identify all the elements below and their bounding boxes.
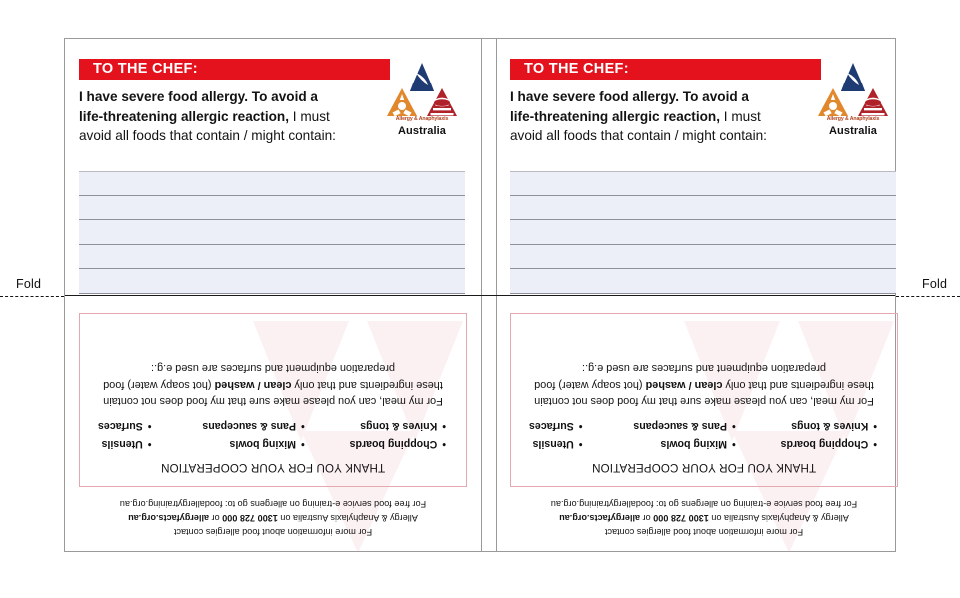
contact-line-2-prefix-1: Allergy & Anaphylaxis Australia on <box>277 512 418 523</box>
contact-line-2-prefix-2: Allergy & Anaphylaxis Australia on <box>708 512 849 523</box>
fold-label-left: Fold <box>16 277 42 291</box>
meal-request-bold-2: clean / washed <box>645 378 723 391</box>
chef-card-column-2 <box>496 39 912 551</box>
fold-marker-left <box>0 277 64 313</box>
meal-request-bold-1: clean / washed <box>214 378 292 391</box>
contact-phone-1: 1300 728 000 <box>222 512 278 523</box>
to-the-chef-banner-2 <box>510 59 821 80</box>
equipment-item: • Pans & saucepans <box>202 420 304 432</box>
chef-card-column-1 <box>65 39 481 551</box>
chef-card-header-1 <box>79 59 463 151</box>
equipment-item: • Mixing bowls <box>202 438 304 450</box>
allergy-anaphylaxis-australia-logo-1 <box>383 61 461 147</box>
contact-line-3-1: For free food service e-training on allergens go to: foodallergytraining.org.au <box>119 498 427 509</box>
equipment-column-2-1 <box>202 420 304 450</box>
writing-line[interactable] <box>79 196 465 221</box>
writing-line[interactable] <box>510 171 896 196</box>
thank-you-title-1: THANK YOU FOR YOUR COOPERATION <box>160 461 386 474</box>
equipment-item: • Surfaces <box>98 420 151 432</box>
meal-request-part1-2: For my meal, can you please make sure that my food does not contain these ingredients and that only <box>534 378 874 407</box>
writing-line[interactable] <box>510 196 896 221</box>
equipment-list-1 <box>92 420 454 450</box>
allergy-statement-2 <box>510 87 828 146</box>
logo-triangles-icon-1 <box>383 61 461 121</box>
logo-triangles-icon-2 <box>814 61 892 121</box>
contact-website-2[interactable]: allergyfacts.org.au <box>559 512 641 523</box>
chef-card-front-2 <box>496 39 912 295</box>
equipment-column-1-1 <box>350 420 446 450</box>
equipment-item: • Pans & saucepans <box>633 420 735 432</box>
cooperation-box-1 <box>79 313 467 487</box>
equipment-item: • Knives & tongs <box>350 420 446 432</box>
chef-card-header-2 <box>510 59 894 151</box>
allergy-statement-regular-1a-1: I must <box>289 108 330 124</box>
writing-line[interactable] <box>510 220 896 245</box>
logo-org-name-2: Allergy & Anaphylaxis <box>826 116 880 122</box>
fold-label-right: Fold <box>922 277 948 291</box>
equipment-column-1-2 <box>781 420 877 450</box>
to-the-chef-banner-text-2: TO THE CHEF: <box>524 61 629 78</box>
meal-request-part1-1: For my meal, can you please make sure that my food does not contain these ingredients and that only <box>103 378 443 407</box>
chef-card-back-2 <box>496 295 912 553</box>
chef-card-front-1 <box>65 39 481 295</box>
contact-info-1 <box>79 497 467 539</box>
allergen-writing-lines-1[interactable] <box>79 171 465 294</box>
allergy-statement-1 <box>79 87 397 146</box>
contact-line-2-mid-1: or <box>209 512 223 523</box>
to-the-chef-banner-text-1: TO THE CHEF: <box>93 61 198 78</box>
equipment-item: • Chopping boards <box>350 438 446 450</box>
equipment-column-3-2 <box>529 420 582 450</box>
equipment-item: • Utensils <box>529 438 582 450</box>
allergy-anaphylaxis-australia-logo-2 <box>814 61 892 147</box>
writing-line[interactable] <box>79 220 465 245</box>
equipment-item: • Utensils <box>98 438 151 450</box>
equipment-item: • Mixing bowls <box>633 438 735 450</box>
allergen-writing-lines-2[interactable] <box>510 171 896 294</box>
fold-dash-left <box>0 296 64 297</box>
contact-website-1[interactable]: allergyfacts.org.au <box>128 512 210 523</box>
equipment-column-2-2 <box>633 420 735 450</box>
to-the-chef-banner-1 <box>79 59 390 80</box>
cooperation-box-2 <box>510 313 898 487</box>
chef-card-back-1 <box>65 295 481 553</box>
allergy-statement-regular-1b-1: avoid all foods that contain / might contain: <box>79 128 336 144</box>
writing-line[interactable] <box>510 269 896 294</box>
thank-you-title-2: THANK YOU FOR YOUR COOPERATION <box>591 461 817 474</box>
meal-request-text-2 <box>523 360 885 409</box>
equipment-column-3-1 <box>98 420 151 450</box>
logo-country-name-1: Australia <box>398 125 446 137</box>
allergy-statement-bold-line1-1: I have severe food allergy. To avoid a <box>79 89 318 104</box>
allergy-statement-bold-line1-2: I have severe food allergy. To avoid a <box>510 89 749 104</box>
allergy-statement-regular-2a-2: I must <box>720 108 761 124</box>
contact-line-1-2: For more information about food allergies contact <box>604 527 804 537</box>
allergy-statement-bold-line2-1: life-threatening allergic reaction, <box>79 108 289 124</box>
contact-line-2-mid-2: or <box>640 512 654 523</box>
equipment-item: • Knives & tongs <box>781 420 877 432</box>
contact-info-2 <box>510 497 898 539</box>
equipment-list-2 <box>523 420 885 450</box>
meal-request-part2-1: (hot soapy water) food preparation equipment and surfaces are used e.g.: <box>103 362 395 391</box>
contact-line-1-1: For more information about food allergies contact <box>173 527 373 537</box>
contact-line-3-2: For free food service e-training on allergens go to: foodallergytraining.org.au <box>550 498 858 509</box>
allergy-statement-bold-line2-2: life-threatening allergic reaction, <box>510 108 720 124</box>
allergy-statement-regular-2b-2: avoid all foods that contain / might contain: <box>510 128 767 144</box>
meal-request-part2-2: (hot soapy water) food preparation equipment and surfaces are used e.g.: <box>534 362 826 391</box>
writing-line[interactable] <box>79 171 465 196</box>
contact-phone-2: 1300 728 000 <box>653 512 709 523</box>
writing-line[interactable] <box>79 269 465 294</box>
equipment-item: • Surfaces <box>529 420 582 432</box>
logo-country-name-2: Australia <box>829 125 877 137</box>
writing-line[interactable] <box>510 245 896 270</box>
equipment-item: • Chopping boards <box>781 438 877 450</box>
meal-request-text-1 <box>92 360 454 409</box>
writing-line[interactable] <box>79 245 465 270</box>
print-sheet <box>64 38 896 552</box>
logo-org-name-1: Allergy & Anaphylaxis <box>395 116 449 122</box>
